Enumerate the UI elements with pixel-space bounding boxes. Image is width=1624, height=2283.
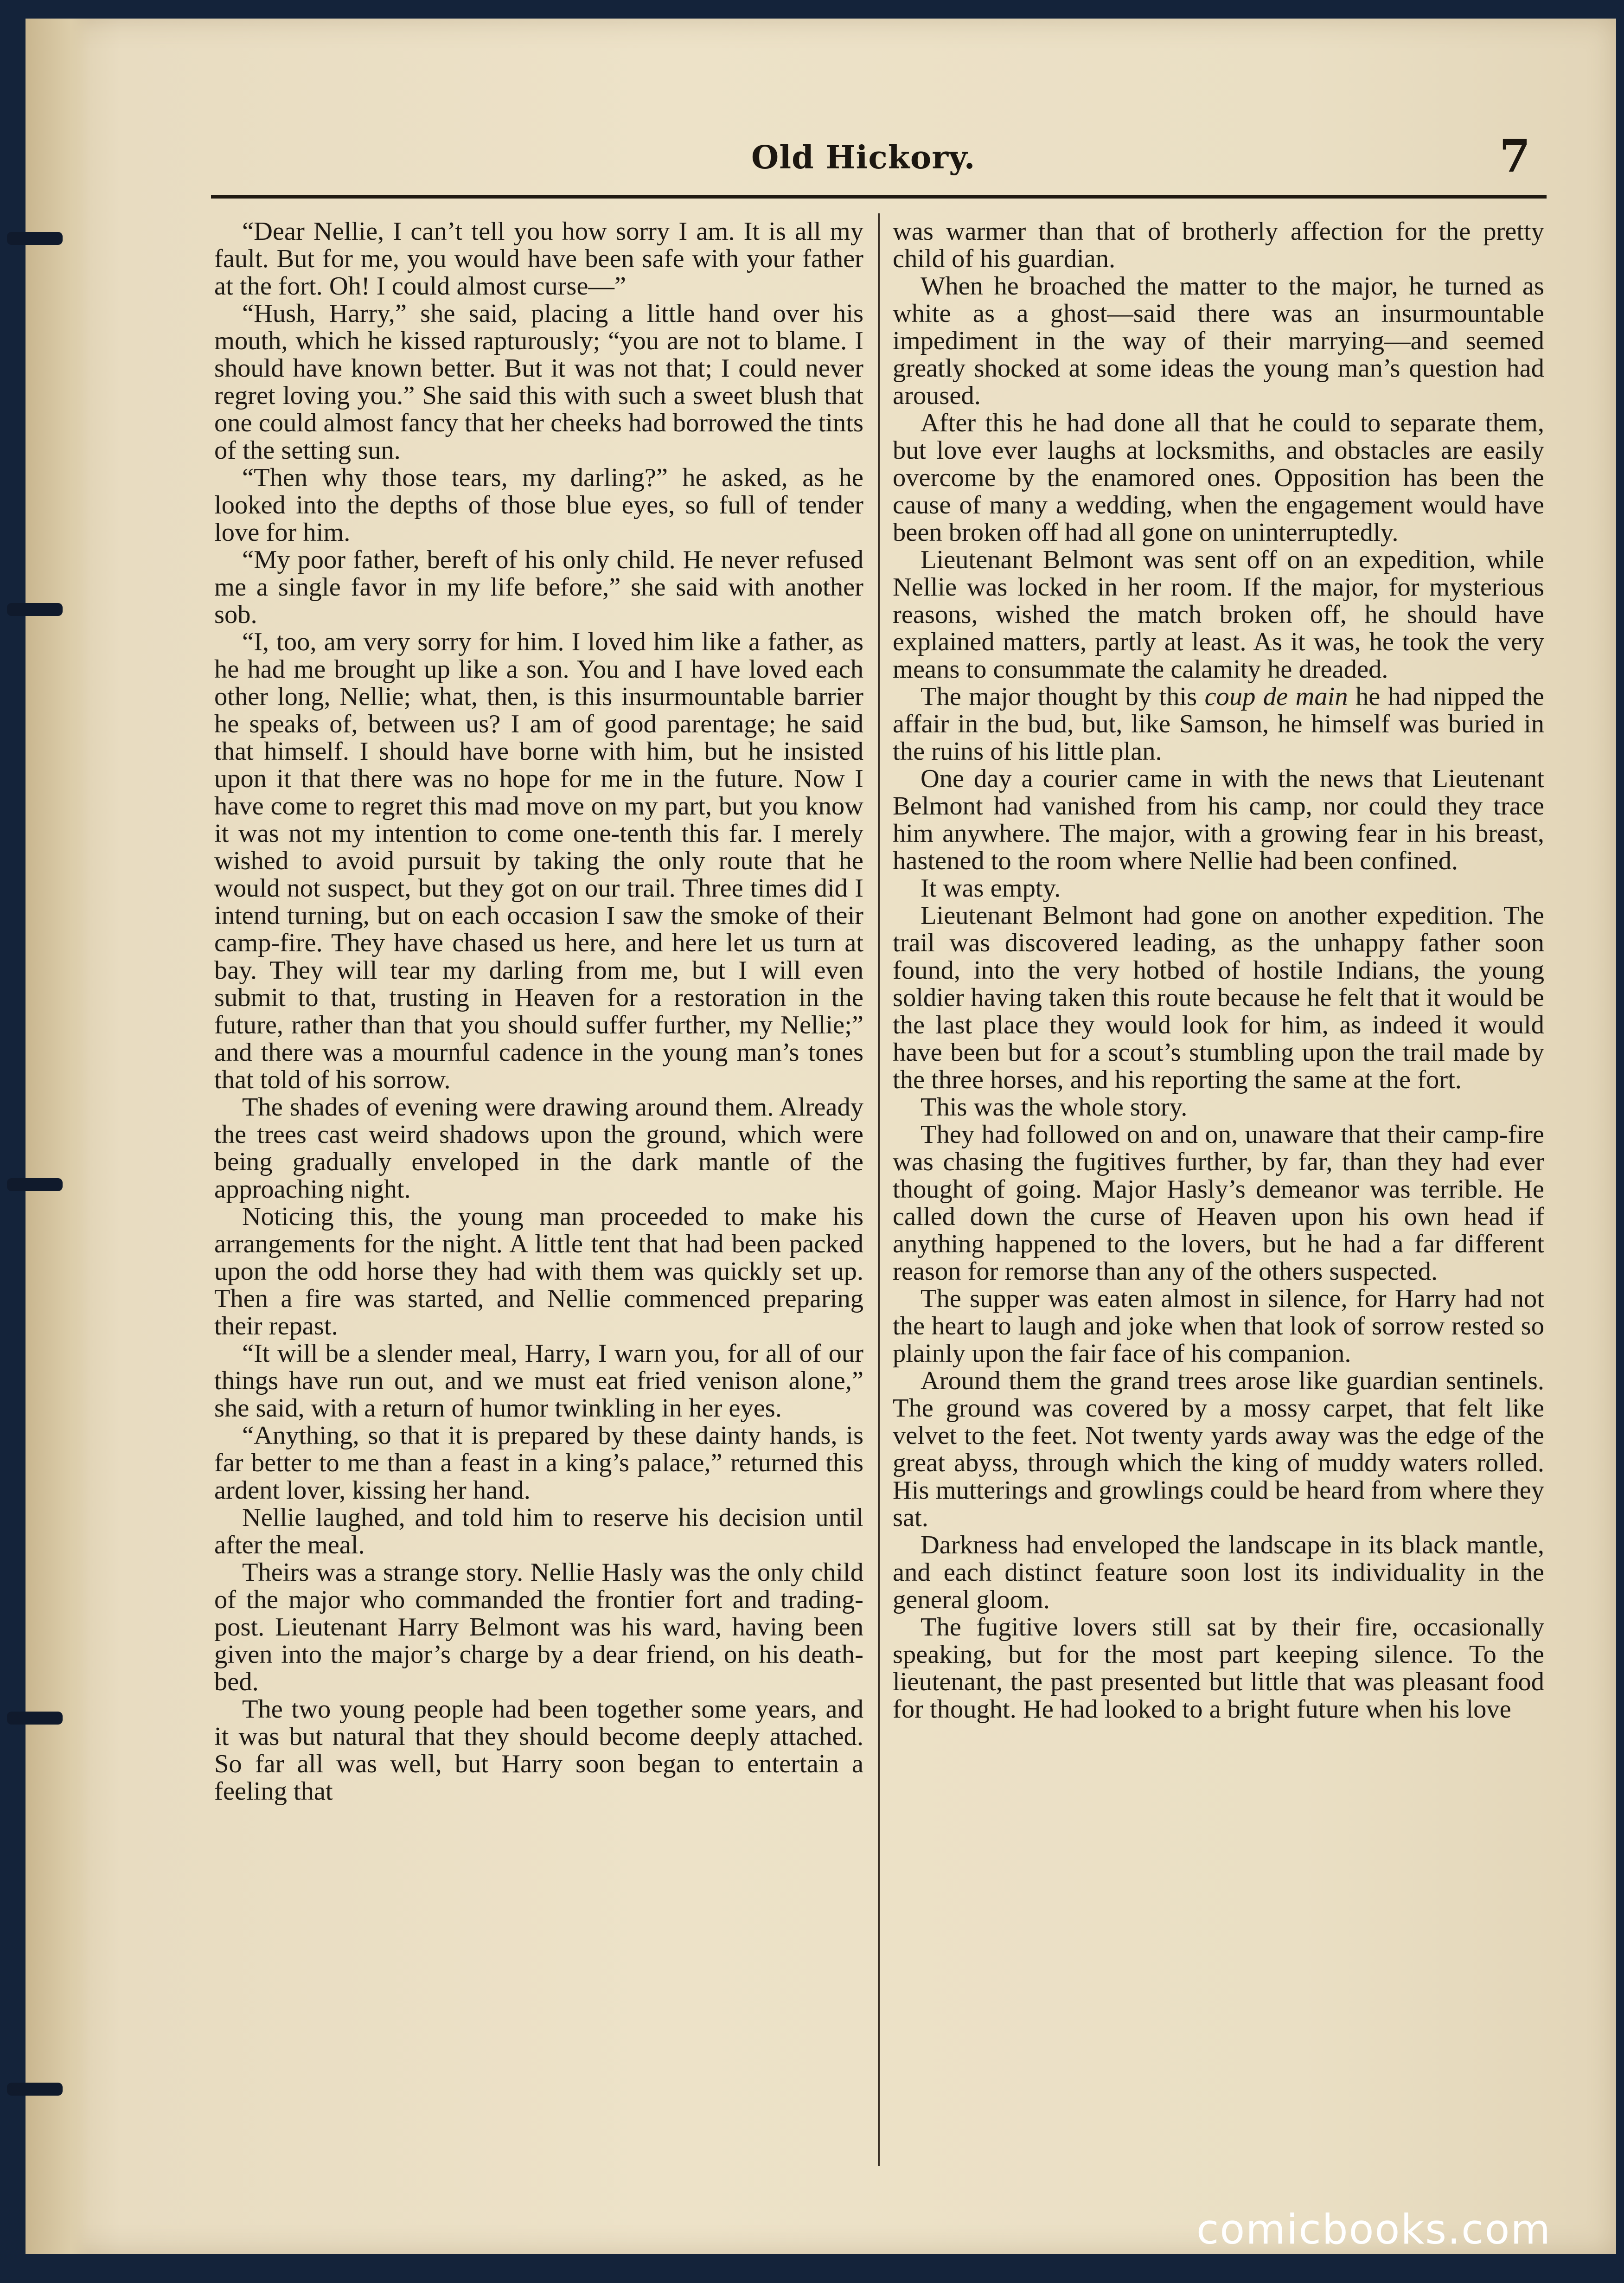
paragraph: Darkness had enveloped the landscape in its black mantle, and each distinct feature soon lost its individuality in the general gloom. xyxy=(893,1531,1544,1614)
text-run: he had nipped the affair in the bud, but, like Samson, he himself was buried in the ruins of his little plan. xyxy=(893,682,1544,766)
paragraph: This was the whole story. xyxy=(921,1093,1188,1122)
paragraph: The fugitive lovers still sat by their fire, occasionally speaking, but for the most part keeping silence. To the lieutenant, the past presented but little that was pleasant food for thought. He had looked to a bright future when his love xyxy=(893,1613,1544,1724)
italic-phrase: coup de main xyxy=(1204,682,1348,711)
paragraph: Nellie laughed, and told him to reserve his decision until after the meal. xyxy=(214,1503,863,1559)
paragraph: After this he had done all that he could to separate them, but love ever laughs at locksmiths, and obstacles are easily overcome by the enamored ones. Opposition has been the cause of many a wedding, when the engagement would have been broken off had all gone on uninterruptedly. xyxy=(893,409,1544,547)
paragraph: “I, too, am very sorry for him. I loved him like a father, as he had me brought up like a son. You and I have loved each other long, Nellie; what, then, is this insurmountable barrier he speaks of, between us? I am of good parentage; he said that himself. I should have borne with him, but he insisted upon it that there was no hope for me in the future. Now I have come to regret this mad move on my part, but you know it was not my intention to come one-tenth this far. I merely wished to avoid pursuit by taking the only route that he would not suspect, but they got on our trail. Three times did I intend turning, but on each occasion I saw the smoke of their camp-fire. They have chased us here, and here let us turn at bay. They will tear my darling from me, but I will even submit to that, trusting in Heaven for a restoration in the future, rather than that you should suffer further, my Nellie;” and there was a mournful cadence in the young man’s tones that told of his sorrow. xyxy=(214,628,863,1094)
paragraph: When he broached the matter to the major, he turned as white as a ghost—said there was an insurmountable impediment in the way of their marrying—and seemed greatly shocked at some ideas the young man’s question had aroused. xyxy=(893,272,1544,410)
binding-gutter xyxy=(26,19,90,2254)
paragraph: Theirs was a strange story. Nellie Hasly was the only child of the major who commanded the frontier fort and trading-post. Lieutenant Harry Belmont was his ward, having been given into the major’s charge by a dear friend, on his death-bed. xyxy=(214,1558,863,1696)
running-title: Old Hickory. xyxy=(751,139,976,176)
watermark-text: comicbooks.com xyxy=(1196,2206,1552,2253)
paragraph: The two young people had been together some years, and it was but natural that they should become deeply attached. So far all was well, but Harry soon began to entertain a feeling that xyxy=(214,1695,863,1806)
paragraph: One day a courier came in with the news that Lieutenant Belmont had vanished from his camp, nor could they trace him anywhere. The major, with a growing fear in his breast, hastened to the room where Nellie had been confined. xyxy=(893,764,1544,875)
paragraph-coup-de-main xyxy=(893,683,1544,765)
paragraph: Noticing this, the young man proceeded to make his arrangements for the night. A little tent that had been packed upon the odd horse they had with them was quickly set up. Then a fire was started, and Nellie commenced preparing their repast. xyxy=(214,1202,863,1340)
paragraph: It was empty. xyxy=(921,874,1061,903)
paragraph: The supper was eaten almost in silence, for Harry had not the heart to laugh and joke when that look of sorrow rested so plainly upon the fair face of his companion. xyxy=(893,1284,1544,1368)
column-divider xyxy=(878,213,880,2166)
binding-stitch xyxy=(7,2083,63,2096)
header-rule xyxy=(211,195,1547,199)
binding-stitch xyxy=(7,1712,63,1725)
binding-stitch xyxy=(7,232,63,245)
paragraph: The shades of evening were drawing around them. Already the trees cast weird shadows upon the ground, which were being gradually enveloped in the dark mantle of the approaching night. xyxy=(214,1093,863,1204)
binding-stitch xyxy=(7,1178,63,1191)
paragraph: “Dear Nellie, I can’t tell you how sorry I am. It is all my fault. But for me, you would have been safe with your father at the fort. Oh! I could almost curse—” xyxy=(214,218,863,301)
paragraph: “Hush, Harry,” she said, placing a little hand over his mouth, which he kissed rapturously; “you are not to blame. I should have known better. But it was not that; I could never regret loving you.” She said this with such a sweet blush that one could almost fancy that her cheeks had borrowed the tints of the setting sun. xyxy=(214,299,863,465)
paragraph: “Anything, so that it is prepared by these dainty hands, is far better to me than a feast in a king’s palace,” returned this ardent lover, kissing her hand. xyxy=(214,1421,863,1505)
paragraph: Lieutenant Belmont was sent off on an expedition, while Nellie was locked in her room. If the major, for mysterious reasons, wished the match broken off, he should have explained matters, partly at least. As it was, he took the very means to consummate the calamity he dreaded. xyxy=(893,545,1544,684)
text-column-right xyxy=(893,218,1544,2171)
binding-stitch xyxy=(7,603,63,616)
paragraph: They had followed on and on, unaware that their camp-fire was chasing the fugitives further, by far, than they had ever thought of going. Major Hasly’s demeanor was terrible. He called down the curse of Heaven upon his own head if anything happened to the lovers, but he had a far different reason for remorse than any of the others suspected. xyxy=(893,1120,1544,1286)
paragraph: Around them the grand trees arose like guardian sentinels. The ground was covered by a mossy carpet, that felt like velvet to the feet. Not twenty yards away was the edge of the great abyss, through which the king of muddy waters rolled. His mutterings and growlings could be heard from where they sat. xyxy=(893,1366,1544,1532)
paragraph: “Then why those tears, my darling?” he asked, as he looked into the depths of those blue eyes, so full of tender love for him. xyxy=(214,463,863,547)
paragraph: “My poor father, bereft of his only child. He never refused me a single favor in my life before,” she said with another sob. xyxy=(214,545,863,629)
paragraph: was warmer than that of brotherly affection for the pretty child of his guardian. xyxy=(893,218,1544,273)
paragraph: Lieutenant Belmont had gone on another expedition. The trail was discovered leading, as the unhappy father soon found, into the very hotbed of hostile Indians, the young soldier having taken this route because he felt that it would be the last place they would look for him, as indeed it would have been but for a scout’s stumbling upon the trail made by the three horses, and his reporting the same at the fort. xyxy=(893,901,1544,1094)
text-run: The major thought by this xyxy=(921,682,1205,711)
paragraph: “It will be a slender meal, Harry, I warn you, for all of our things have run out, and we must eat fried venison alone,” she said, with a return of humor twinkling in her eyes. xyxy=(214,1339,863,1423)
text-column-left xyxy=(214,218,863,2171)
page-header xyxy=(213,125,1540,195)
page-number: 7 xyxy=(1499,130,1530,182)
